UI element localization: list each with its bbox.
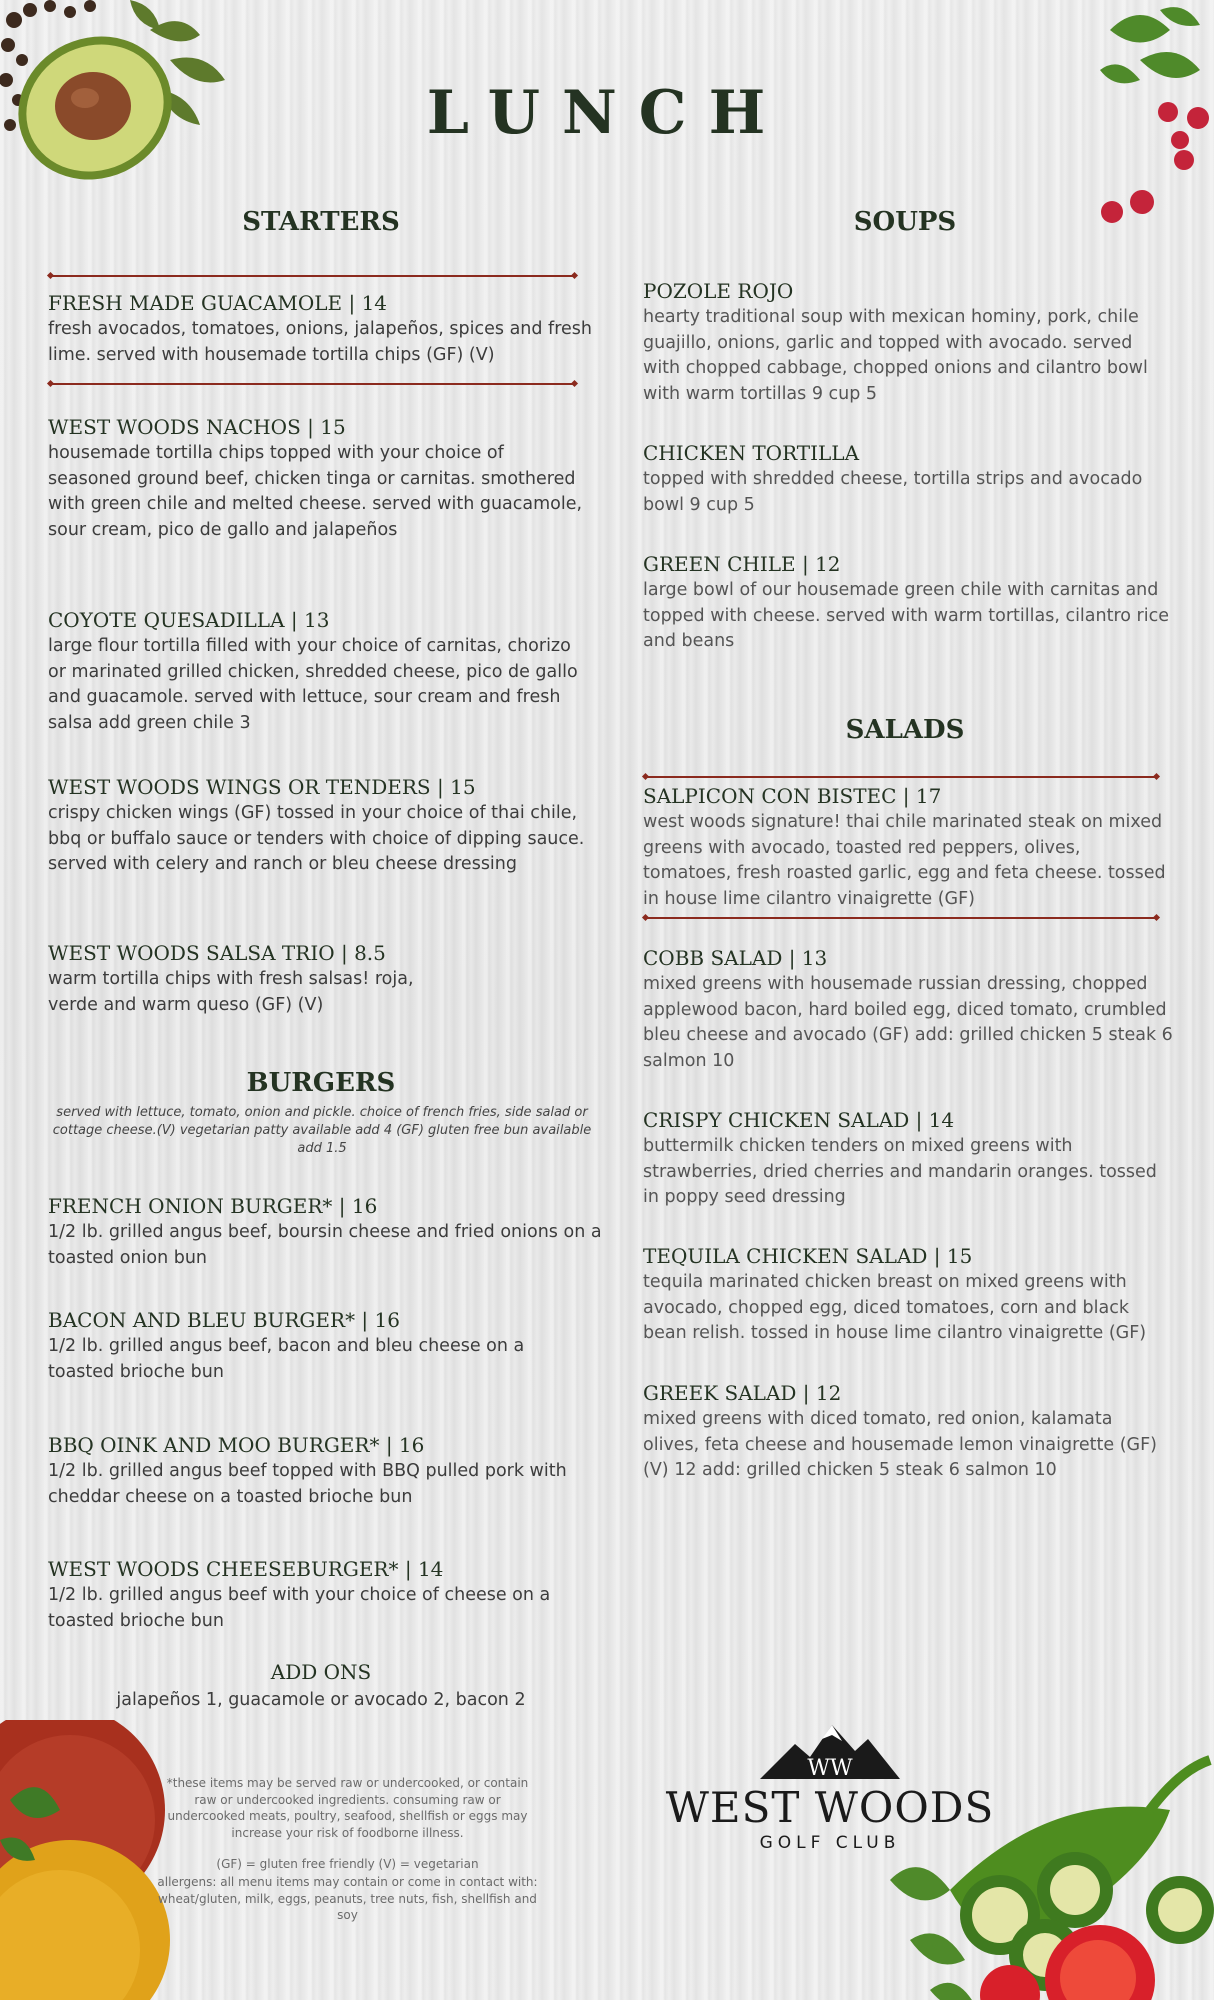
item-title: WEST WOODS NACHOS | 15 [48, 415, 346, 439]
burgers-note: served with lettuce, tomato, onion and pickle. choice of french fries, side salad or cottage cheese.(V) vegetarian patty available add 4 (GF) gluten free bun available add 1.5 [52, 1105, 592, 1156]
mountain-logo-icon [760, 1719, 900, 1779]
item-title: FRENCH ONION BURGER* | 16 [48, 1194, 378, 1218]
item-title: WEST WOODS WINGS OR TENDERS | 15 [48, 775, 476, 799]
item-title: CHICKEN TORTILLA [643, 441, 860, 465]
item-description: warm tortilla chips with fresh salsas! roja, verde and warm queso (GF) (V) [48, 969, 414, 1015]
diet-legend-note: (GF) = gluten free friendly (V) = vegetarian [216, 1857, 479, 1871]
menu-item [48, 608, 593, 736]
item-description: mixed greens with diced tomato, red onion, kalamata olives, feta cheese and housemade lemon vinaigrette (GF) (V) 12 add: grilled chicken 5 steak 6 salmon 10 [643, 1409, 1157, 1480]
item-description: 1/2 lb. grilled angus beef topped with BBQ pulled pork with cheddar cheese on a toasted brioche bun [48, 1461, 567, 1507]
menu-item [643, 1244, 1173, 1347]
item-description: 1/2 lb. grilled angus beef with your choice of cheese on a toasted brioche bun [48, 1585, 551, 1631]
menu-item [48, 291, 593, 368]
addons-title: ADD ONS [270, 1660, 372, 1684]
item-description: mixed greens with housemade russian dressing, chopped applewood bacon, hard boiled egg, diced tomato, crumbled bleu cheese and avocado (GF) add: grilled chicken 5 steak 6 salmon 10 [643, 974, 1173, 1071]
menu-item [643, 552, 1173, 655]
menu-item [643, 1108, 1173, 1211]
addons-text: jalapeños 1, guacamole or avocado 2, bacon 2 [116, 1690, 526, 1710]
menu-item [48, 775, 593, 878]
section-divider [50, 383, 575, 385]
item-title: GREEK SALAD | 12 [643, 1381, 842, 1405]
item-title: FRESH MADE GUACAMOLE | 14 [48, 291, 388, 315]
menu-item [48, 941, 448, 1018]
item-title: WEST WOODS CHEESEBURGER* | 14 [48, 1557, 444, 1581]
item-title: COYOTE QUESADILLA | 13 [48, 608, 330, 632]
item-description: large bowl of our housemade green chile with carnitas and topped with cheese. served with warm tortillas, cilantro rice and beans [643, 580, 1169, 651]
page-title: LUNCH [426, 78, 788, 148]
salads-heading: SALADS [845, 715, 965, 745]
menu-item [48, 1308, 583, 1385]
menu-item [48, 1194, 608, 1271]
menu-item [48, 1557, 583, 1634]
item-description: fresh avocados, tomatoes, onions, jalapeños, spices and fresh lime. served with housemade tortilla chips (GF) (V) [48, 319, 592, 365]
allergens-note: allergens: all menu items may contain or come in contact with: wheat/gluten, milk, eggs, peanuts, tree nuts, fish, shellfish and soy [157, 1875, 538, 1922]
item-title: TEQUILA CHICKEN SALAD | 15 [643, 1244, 973, 1268]
item-title: WEST WOODS SALSA TRIO | 8.5 [48, 941, 386, 965]
menu-item [48, 1433, 583, 1510]
item-title: CRISPY CHICKEN SALAD | 14 [643, 1108, 955, 1132]
menu-item [48, 415, 583, 543]
item-description: tequila marinated chicken breast on mixed greens with avocado, chopped egg, diced tomatoes, corn and black bean relish. tossed in house lime cilantro vinaigrette (GF) [643, 1272, 1147, 1343]
item-description: buttermilk chicken tenders on mixed greens with strawberries, dried cherries and mandarin oranges. tossed in poppy seed dressing [643, 1136, 1157, 1207]
section-divider [645, 776, 1157, 778]
menu-item [643, 784, 1173, 912]
west-woods-logo [665, 1715, 995, 1865]
item-description: large flour tortilla filled with your choice of carnitas, chorizo or marinated grilled chicken, shredded cheese, pico de gallo and guacamole. served with lettuce, sour cream and fresh salsa add green chile 3 [48, 636, 578, 733]
item-title: POZOLE ROJO [643, 279, 794, 303]
menu-item [643, 279, 1173, 407]
item-title: COBB SALAD | 13 [643, 946, 828, 970]
logo-name: WEST WOODS [665, 1783, 995, 1832]
item-description: crispy chicken wings (GF) tossed in your choice of thai chile, bbq or buffalo sauce or tenders with choice of dipping sauce. served with celery and ranch or bleu cheese dressing [48, 803, 585, 874]
menu-item [643, 946, 1173, 1074]
item-description: hearty traditional soup with mexican hominy, pork, chile guajillo, onions, garlic and topped with avocado. served with chopped cabbage, chopped onions and cilantro bowl with warm tortillas 9 cup 5 [643, 307, 1148, 404]
menu-item [643, 441, 1173, 518]
burgers-heading: BURGERS [246, 1068, 396, 1098]
section-divider [645, 917, 1157, 919]
soups-heading: SOUPS [853, 207, 957, 237]
item-description: 1/2 lb. grilled angus beef, boursin cheese and fried onions on a toasted onion bun [48, 1222, 602, 1268]
item-title: BACON AND BLEU BURGER* | 16 [48, 1308, 400, 1332]
section-divider [50, 275, 575, 277]
spices-decoration-icon [0, 1720, 180, 2000]
item-description: topped with shredded cheese, tortilla strips and avocado bowl 9 cup 5 [643, 469, 1143, 515]
logo-subtitle: GOLF CLUB [759, 1833, 901, 1853]
logo-mark: WW [807, 1756, 853, 1779]
item-title: GREEN CHILE | 12 [643, 552, 841, 576]
menu-item [643, 1381, 1173, 1484]
item-description: 1/2 lb. grilled angus beef, bacon and bleu cheese on a toasted brioche bun [48, 1336, 525, 1382]
item-title: BBQ OINK AND MOO BURGER* | 16 [48, 1433, 425, 1457]
starters-heading: STARTERS [242, 207, 400, 237]
raw-warning-note: *these items may be served raw or undercooked, or contain raw or undercooked ingredients. consuming raw or undercooked meats, poultry, seafood, shellfish or eggs may increase your risk of foodborne illness. [166, 1776, 529, 1840]
item-description: west woods signature! thai chile marinated steak on mixed greens with avocado, toasted red peppers, olives, tomatoes, fresh roasted garlic, egg and feta cheese. tossed in house lime cilantro vinaigrette (GF) [643, 812, 1166, 909]
item-title: SALPICON CON BISTEC | 17 [643, 784, 942, 808]
item-description: housemade tortilla chips topped with your choice of seasoned ground beef, chicken tinga or carnitas. smothered with green chile and melted cheese. served with guacamole, sour cream, pico de gallo and jalapeños [48, 443, 583, 540]
